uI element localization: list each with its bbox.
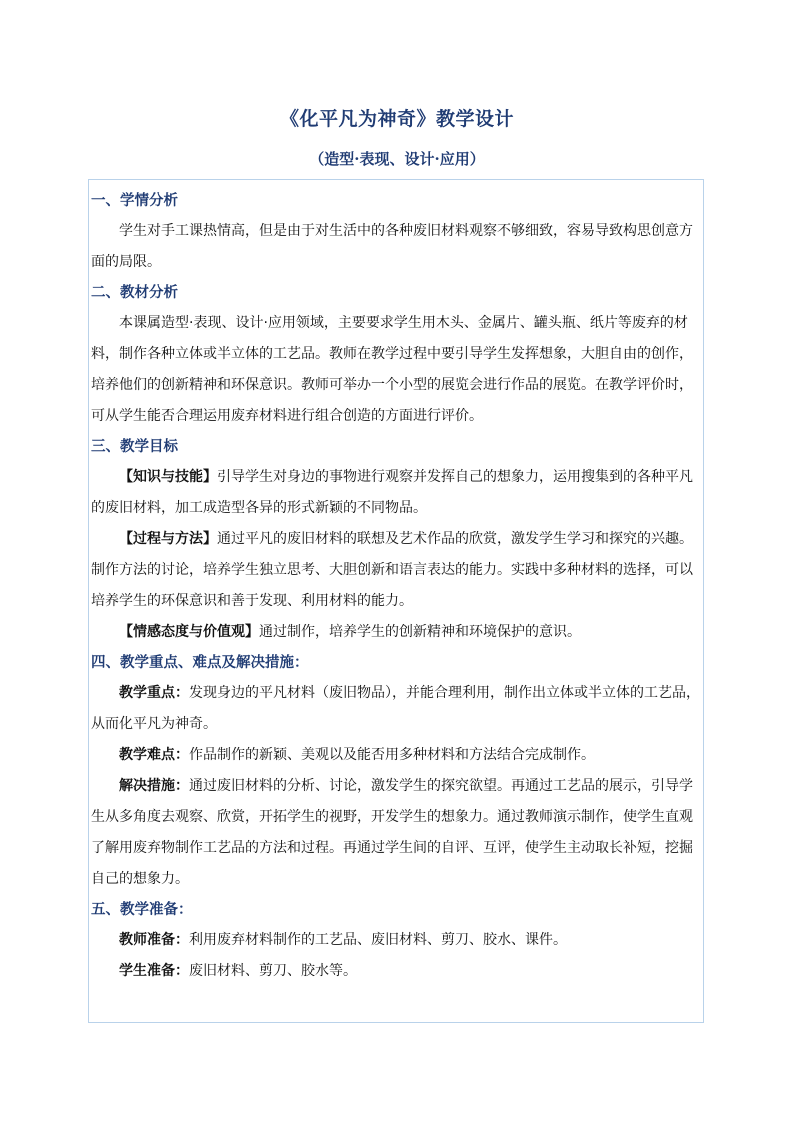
key-point (91, 678, 701, 740)
teacher-preparation (91, 925, 701, 956)
goal-emotion-values-text: 通过制作，培养学生的创新精神和环境保护的意识。 (259, 624, 581, 640)
student-preparation-label: 学生准备： (119, 963, 189, 979)
learner-analysis-text: 学生对手工课热情高，但是由于对生活中的各种废旧材料观察不够细致，容易导致构思创意方面的局限。 (91, 223, 693, 270)
section-heading-key-points: 四、教学重点、难点及解决措施： (91, 655, 309, 671)
goal-knowledge-skills (91, 462, 701, 524)
document-title: 《化平凡为神奇》教学设计 (279, 108, 514, 130)
solution-measures (91, 771, 701, 895)
teacher-preparation-text: 利用废弃材料制作的工艺品、废旧材料、剪刀、胶水、课件。 (189, 932, 567, 948)
section-heading-preparation: 五、教学准备： (91, 902, 193, 918)
goal-knowledge-skills-label: 【知识与技能】 (119, 469, 217, 485)
document-subtitle: （造型·表现、设计·应用） (309, 150, 485, 168)
solution-measures-label: 解决措施： (119, 778, 189, 794)
goal-process-methods-label: 【过程与方法】 (119, 531, 217, 547)
solution-measures-text: 通过废旧材料的分析、讨论，激发学生的探究欲望。再通过工艺品的展示，引导学生从多角度去观察、欣赏，开拓学生的视野，开发学生的想象力。通过教师演示制作，使学生直观了解用废弃物制作工艺品的方法和过程。再通过学生间的自评、互评，使学生主动取长补短，挖掘自己的想象力。 (91, 778, 693, 887)
difficult-point (91, 740, 701, 771)
teacher-preparation-label: 教师准备： (119, 932, 189, 948)
goal-emotion-values-label: 【情感态度与价值观】 (119, 624, 259, 640)
goal-process-methods (91, 524, 701, 617)
difficult-point-text: 作品制作的新颖、美观以及能否用多种材料和方法结合完成制作。 (189, 747, 595, 763)
goal-knowledge-skills-text: 引导学生对身边的事物进行观察并发挥自己的想象力，运用搜集到的各种平凡的废旧材料，加工成造型各异的形式新颖的不同物品。 (91, 469, 693, 516)
key-point-text: 发现身边的平凡材料（废旧物品），并能合理利用，制作出立体或半立体的工艺品，从而化平凡为神奇。 (91, 685, 700, 732)
student-preparation (91, 956, 701, 987)
goal-process-methods-text: 通过平凡的废旧材料的联想及艺术作品的欣赏，激发学生学习和探究的兴趣。制作方法的讨论，培养学生独立思考、大胆创新和语言表达的能力。实践中多种材料的选择，可以培养学生的环保意识和善于发现、利用材料的能力。 (91, 531, 693, 609)
student-preparation-text: 废旧材料、剪刀、胶水等。 (189, 963, 357, 979)
section-heading-material-analysis: 二、教材分析 (91, 285, 178, 301)
difficult-point-label: 教学难点： (119, 747, 189, 763)
section-heading-learner-analysis: 一、学情分析 (91, 193, 178, 209)
key-point-label: 教学重点： (119, 685, 189, 701)
section-heading-teaching-goals: 三、教学目标 (91, 439, 178, 455)
content-table (88, 179, 704, 1023)
goal-emotion-values (91, 617, 701, 648)
material-analysis-text: 本课属造型·表现、设计·应用领域，主要要求学生用木头、金属片、罐头瓶、纸片等废弃的材料，制作各种立体或半立体的工艺品。教师在教学过程中要引导学生发挥想象，大胆自由的创作，培养他们的创新精神和环保意识。教师可举办一个小型的展览会进行作品的展览。在教学评价时，可从学生能否合理运用废弃材料进行组合创造的方面进行评价。 (91, 315, 693, 424)
